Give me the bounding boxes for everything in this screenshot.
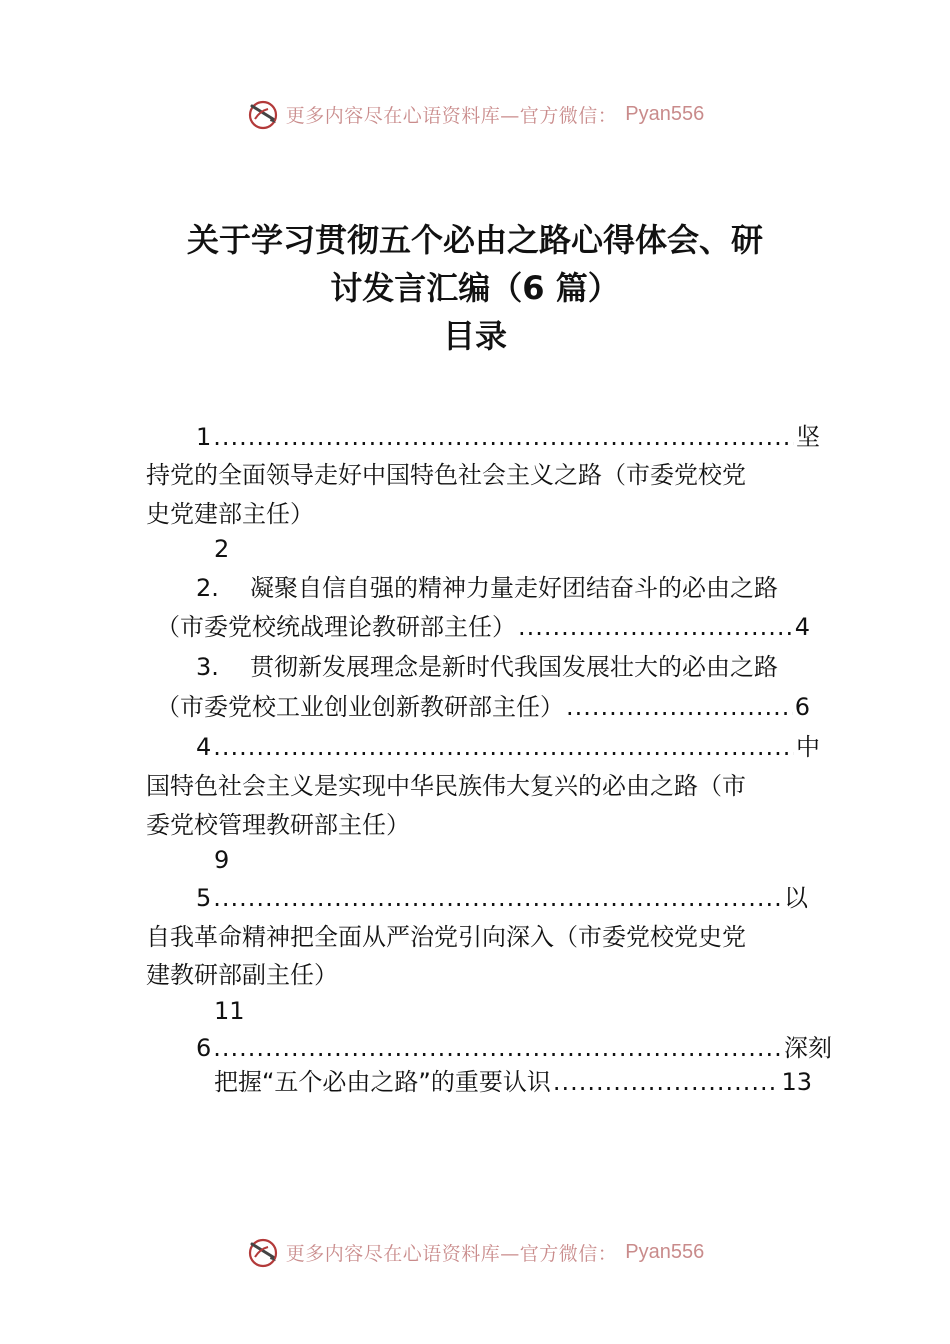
toc-item-3-lead[interactable] (156, 690, 810, 724)
toc-item-5-line: 建教研部副主任） (146, 961, 338, 989)
pen-logo-icon (246, 1235, 280, 1269)
leader-dots (518, 610, 793, 644)
title-line-2: 讨发言汇编（6 篇） (330, 269, 620, 307)
toc-item-5-page: 11 (214, 997, 245, 1025)
toc-item-page: 6 (794, 693, 810, 721)
toc-item-2-number: 2. (196, 574, 219, 602)
toc-item-page: 4 (794, 613, 810, 641)
toc-item-page: 13 (781, 1068, 812, 1096)
footer-banner (0, 1232, 950, 1272)
toc-item-4-lead[interactable] (196, 730, 820, 764)
toc-item-line: （市委党校工业创业创新教研部主任） (156, 693, 564, 721)
toc-item-1-line: 史党建部主任） (146, 500, 314, 528)
toc-item-3-line[interactable]: 贯彻新发展理念是新时代我国发展壮大的必由之路 (250, 653, 778, 681)
toc-item-1-page: 2 (214, 535, 230, 563)
leader-dots (566, 690, 793, 724)
banner-inner (246, 1235, 704, 1269)
toc-item-3-number: 3. (196, 653, 219, 681)
banner-wechat-id: Pyan556 (625, 102, 705, 125)
toc-item-head: 以 (784, 884, 808, 912)
toc-item-6-lead[interactable] (196, 1031, 832, 1065)
toc-heading: 目录 (442, 317, 507, 355)
document-title (0, 216, 950, 360)
toc-item-number: 1 (196, 423, 212, 451)
banner-text: 更多内容尽在心语资料库—官方微信： (285, 104, 618, 127)
toc-item-2-lead[interactable] (156, 610, 810, 644)
header-banner (0, 94, 950, 134)
toc-item-number: 6 (196, 1034, 212, 1062)
toc-item-4-line: 国特色社会主义是实现中华民族伟大复兴的必由之路（市 (146, 772, 746, 800)
leader-dots (213, 420, 794, 454)
toc-item-head: 中 (796, 733, 820, 761)
toc-item-6-cont[interactable] (214, 1065, 812, 1099)
title-line-1: 关于学习贯彻五个必由之路心得体会、研 (186, 221, 763, 259)
toc-item-line: （市委党校统战理论教研部主任） (156, 613, 516, 641)
toc-item-number: 4 (196, 733, 212, 761)
toc-item-1-line: 持党的全面领导走好中国特色社会主义之路（市委党校党 (146, 461, 746, 489)
banner-text: 更多内容尽在心语资料库—官方微信： (285, 1242, 618, 1265)
toc-item-head: 坚 (796, 423, 820, 451)
pen-logo-icon (246, 97, 280, 131)
leader-dots (213, 1031, 782, 1065)
leader-dots (213, 881, 782, 915)
toc-item-4-page: 9 (214, 846, 230, 874)
banner-wechat-id: Pyan556 (625, 1240, 705, 1263)
banner-inner (246, 97, 704, 131)
toc-item-head: 深刻 (784, 1034, 832, 1062)
toc-item-1-lead[interactable] (196, 420, 820, 454)
leader-dots (213, 730, 794, 764)
toc-item-line: 把握“五个必由之路”的重要认识 (214, 1068, 551, 1096)
toc-item-5-line: 自我革命精神把全面从严治党引向深入（市委党校党史党 (146, 923, 746, 951)
leader-dots (553, 1065, 780, 1099)
toc-item-5-lead[interactable] (196, 881, 808, 915)
toc-item-number: 5 (196, 884, 212, 912)
toc-item-2-line[interactable]: 凝聚自信自强的精神力量走好团结奋斗的必由之路 (250, 574, 778, 602)
toc-item-4-line: 委党校管理教研部主任） (146, 811, 410, 839)
